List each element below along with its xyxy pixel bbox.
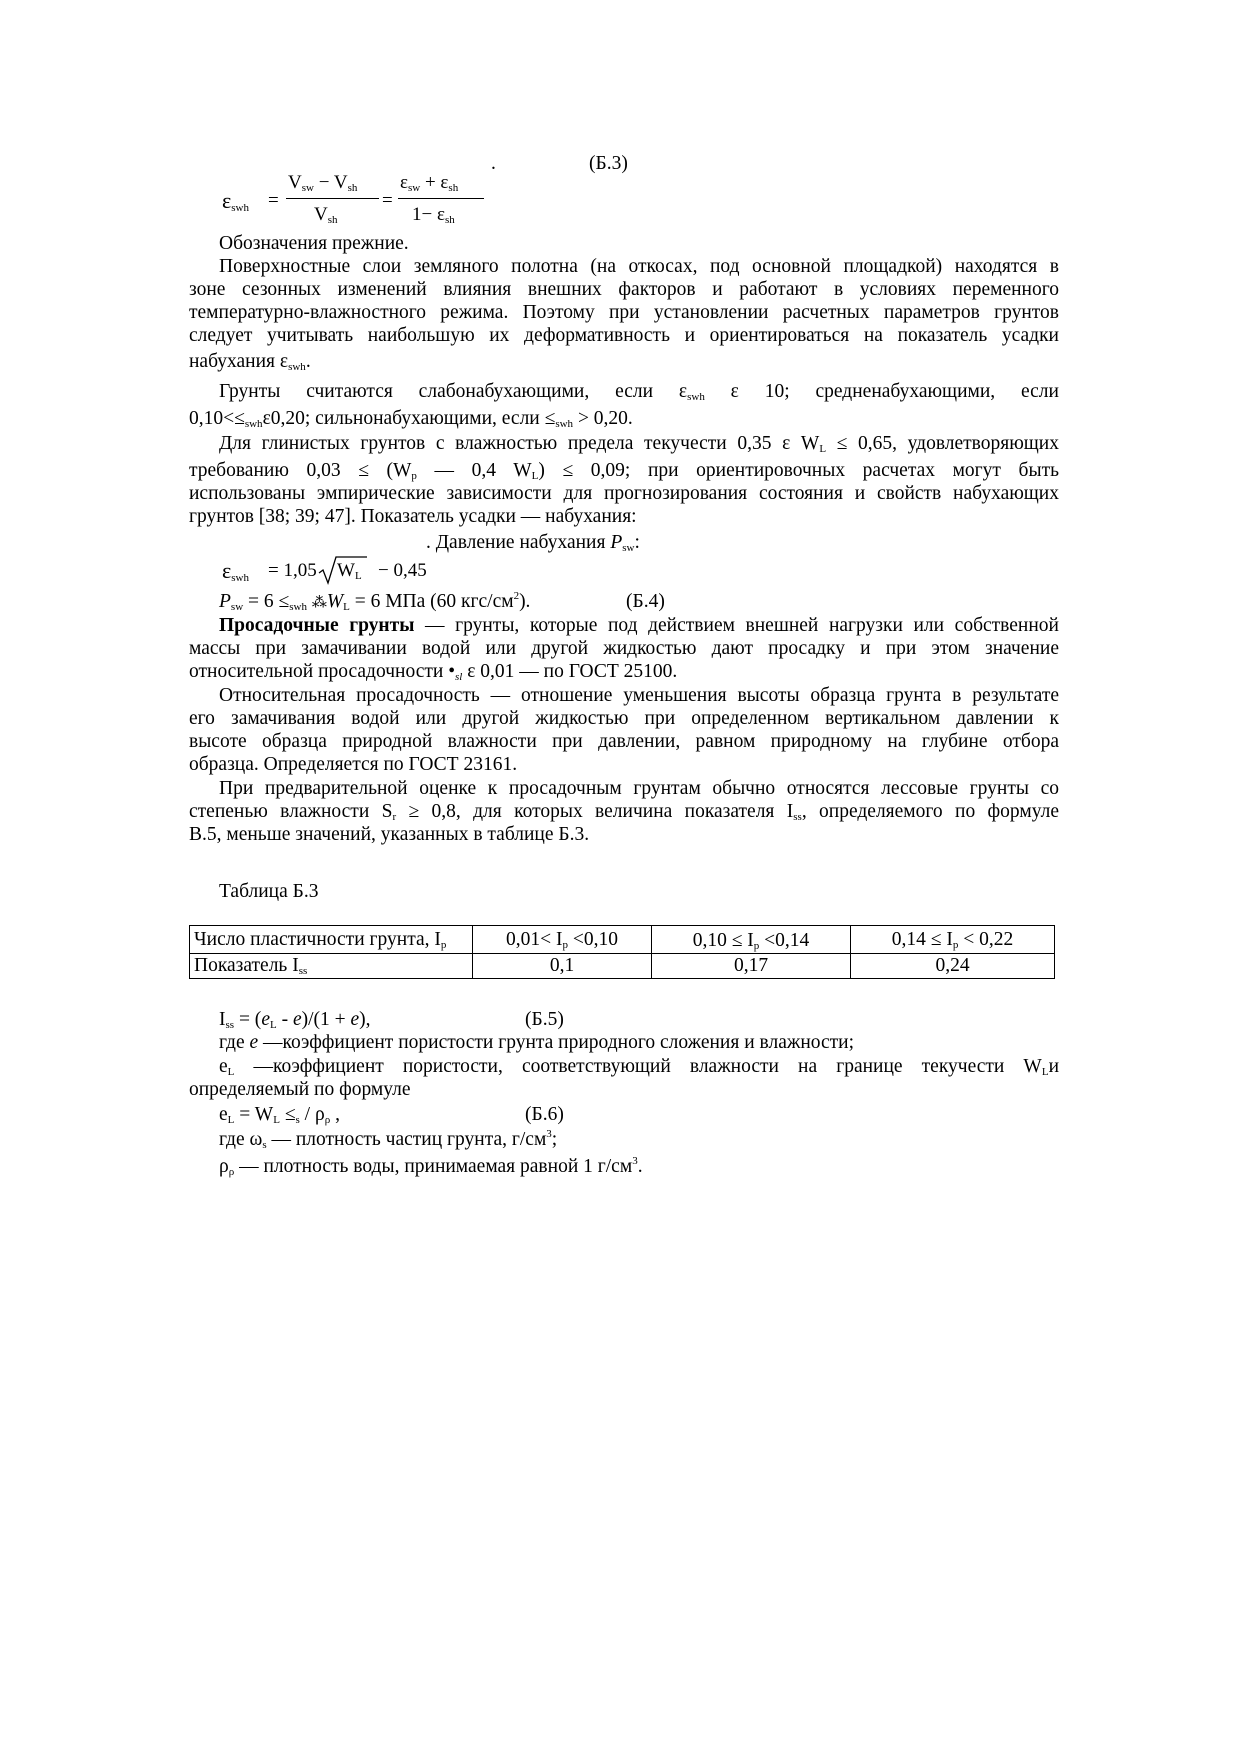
- table-cell: 0,24: [851, 954, 1055, 979]
- equals-sign-2: =: [382, 190, 393, 211]
- formula-number-b3: (Б.3): [589, 153, 628, 174]
- equals-sign: =: [268, 190, 279, 211]
- paragraph-surface-layers: Поверхностные слои земляного полотна (на откосах, под основной площадкой) находятся в зоне сезонных изменений влияния внешних факторов и работают в условиях переменного температурно-влажностного режима. Поэтому при установлении расчетных параметров грунтов следует учитывать наибольшую их деформативность и ориентироваться на показатель усадки набухания $\varepsilon_{swh}$.: [189, 256, 1059, 373]
- fraction-bar-2: [398, 198, 484, 199]
- table-cell: $0,01< I_p <0,10$: [473, 926, 652, 954]
- fraction-1-numerator: $V_{sw} - V_{sh}$: [288, 172, 358, 194]
- paragraph-preliminary-assessment: При предварительной оценке к просадочным грунтам обычно относятся лессовые грунты со степенью влажности $S_r \ge 0,8$, для которых величина показателя $I_{ss}$, определяемого по формуле В.5, меньше значений, указанных в таблице Б.3.: [189, 778, 1059, 845]
- table-row: [190, 954, 1055, 979]
- table-caption: Таблица Б.3: [219, 881, 319, 902]
- formula-b5: $I_{ss} = (e_L - e)/(1 + e)$,: [219, 1009, 371, 1031]
- formula-number-b5: (Б.5): [525, 1009, 564, 1030]
- epsilon-symbol: ε: [222, 558, 232, 583]
- table-b3: [189, 925, 1055, 979]
- table-cell: Показатель $I_{ss}$: [190, 954, 473, 979]
- term-subsiding-soils: Просадочные грунты: [219, 615, 415, 636]
- notation-note: Обозначения прежние.: [219, 233, 409, 254]
- paragraph-relative-subsidence: Относительная просадочность — отношение уменьшения высоты образца грунта в результате его замачивания водой или другой жидкостью при определенном вертикальном давлении к высоте образца природной влажности при давлении, равном природному на глубине отбора образца. Определяется по ГОСТ 23161.: [189, 685, 1059, 775]
- table-cell: 0,1: [473, 954, 652, 979]
- paragraph-soil-swelling: Грунты считаются слабонабухающими, если $\varepsilon_{swh}$ ε 10; средненабухающими, если $0,10<\le_{swh}\varepsilon 0,20$; сильнонабухающими, если $\le_{swh} > 0,20$.: [189, 381, 1059, 430]
- swelling-pressure-label: . Давление набухания $P_{sw}$:: [426, 532, 640, 554]
- table-cell: Число пластичности грунта, $I_p$: [190, 926, 473, 954]
- definition-omega: где $\omega_s$ — плотность частиц грунта, $г/см^3$;: [219, 1128, 558, 1151]
- table-cell: $0,10 \le I_p <0,14$: [652, 926, 851, 954]
- fraction-2-numerator: $\varepsilon_{sw} + \varepsilon_{sh}$: [400, 172, 459, 194]
- fraction-1-denominator: $V_{sh}$: [314, 204, 338, 226]
- document-page: . (Б.3) $\varepsilon_{swh}$ = $V_{sw} - V_{sh}$ $V_{sh}$ = $\varepsilon_{sw} + \varepsilon_{sh}$ $1- \varepsilon_{sh}$ Обозначения прежние. Поверхностные слои земляного полотна (на откосах, под основной площадкой) находятся в зоне сезонных изменений влияния внешних факторов и работают в условиях переменного температурно-влажностного режима. Поэтому при установлении расчетных параметров грунтов следует учитывать наибольшую их деформативность и ориентироваться на показатель усадки набухания $\varepsilon_{swh}$. Грунты считаются слабонабухающими, если $\varepsilon_{swh}$ ε 10; средненабухающими, если $0,10<\le_{swh}\varepsilon 0,20$; сильнонабухающими, если $\le_{swh} > 0,20$. Для глинистых грунтов с влажностью предела текучести 0,35 ε $W_L \le 0,65$, удовлетворяющих требованию $0,03 \le (W_p$ — 0,4 $W_L) \le 0,09$; при ориентировочных расчетах могут быть использованы эмпирические зависимости для прогнозирования состояния и свойств набухающих грунтов [38; 39; 47]. Показатель усадки — набухания: . Давление набухания $P_{sw}$: $\varepsilon_{swh}$ = 1,05 $W_L$ − 0,45 $P_{sw} = 6 \le_{swh}$ $⁂W_L = 6$ МПа (60 кгс/$см^2$). (Б.4) Просадочные грунты — грунты, которые под действием внешней нагрузки или собственной массы при замачивании водой или другой жидкостью дают просадку и при этом значение относительной просадочности $•_{sl}$ ε 0,01 — по ГОСТ 25100. Относительная просадочность — отношение уменьшения высоты образца грунта в результате его замачивания водой или другой жидкостью при определенном вертикальном давлении к высоте образца природной влажности при давлении, равном природному на глубине отбора образца. Определяется по ГОСТ 23161. При предварительной оценке к просадочным грунтам обычно относятся лессовые грунты со степенью влажности $S_r \ge 0,8$, для которых величина показателя $I_{ss}$, определяемого по формуле В.5, меньше значений, указанных в таблице Б.3. Таблица Б.3 Число пластичности грунта, $I_p$ $0,01< I_p <0,10$ $0,10 \le I_p <0,14$ $0,14 \le I_p < 0,22$ Показатель $I_{ss}$ 0,1 0,17 0,24 $I_{ss} = (e_L - e)/(1 + e)$, (Б.5) где e —коэффициент пористости грунта природного сложения и влажности; $e_L$ —коэффициент пористости, соответствующий влажности на границе текучести $W_Lи$ определяемый по формуле $e_L = W_L \le_s / \rho_\rho$ , (Б.6) где $\omega_s$ — плотность частиц грунта, $г/см^3$; $\rho_\rho$ — плотность воды, принимаемая равной 1 $г/см^3$.: [189, 153, 1059, 1178]
- formula-number-b4: (Б.4): [626, 591, 665, 612]
- definition-el: $e_L$ —коэффициент пористости, соответствующий влажности на границе текучести $W_Lи$ определяемый по формуле: [189, 1056, 1059, 1100]
- formula-b6: $e_L = W_L \le_s / \rho_\rho$ ,: [219, 1104, 340, 1126]
- definition-e: где e —коэффициент пористости грунта природного сложения и влажности;: [219, 1032, 855, 1053]
- paragraph-subsiding-soils: Просадочные грунты — грунты, которые под действием внешней нагрузки или собственной массы при замачивании водой или другой жидкостью дают просадку и при этом значение относительной просадочности $•_{sl}$ ε 0,01 — по ГОСТ 25100.: [189, 615, 1059, 683]
- epsilon-symbol: ε: [222, 188, 232, 213]
- fraction-bar: [286, 198, 379, 199]
- decorative-glyph: ⁂: [311, 595, 327, 611]
- table-row: [190, 926, 1055, 954]
- definition-rho: $\rho_\rho$ — плотность воды, принимаемая равной 1 $г/см^3$.: [219, 1155, 643, 1178]
- table-cell: 0,17: [652, 954, 851, 979]
- formula-number-b6: (Б.6): [525, 1104, 564, 1125]
- bullet-glyph: •: [448, 661, 456, 682]
- fraction-2-denominator: $1- \varepsilon_{sh}$: [412, 204, 455, 226]
- paragraph-clay-soils: Для глинистых грунтов с влажностью предела текучести 0,35 ε $W_L \le 0,65$, удовлетворяющих требованию $0,03 \le (W_p$ — 0,4 $W_L) \le 0,09$; при ориентировочных расчетах могут быть использованы эмпирические зависимости для прогнозирования состояния и свойств набухающих грунтов [38; 39; 47]. Показатель усадки — набухания:: [189, 433, 1059, 527]
- formula-b4: $P_{sw} = 6 \le_{swh}$ $⁂W_L = 6$ МПа (60 кгс/$см^2$).: [219, 590, 531, 613]
- table-cell: $0,14 \le I_p < 0,22$: [851, 926, 1055, 954]
- formula-dot: .: [491, 153, 496, 174]
